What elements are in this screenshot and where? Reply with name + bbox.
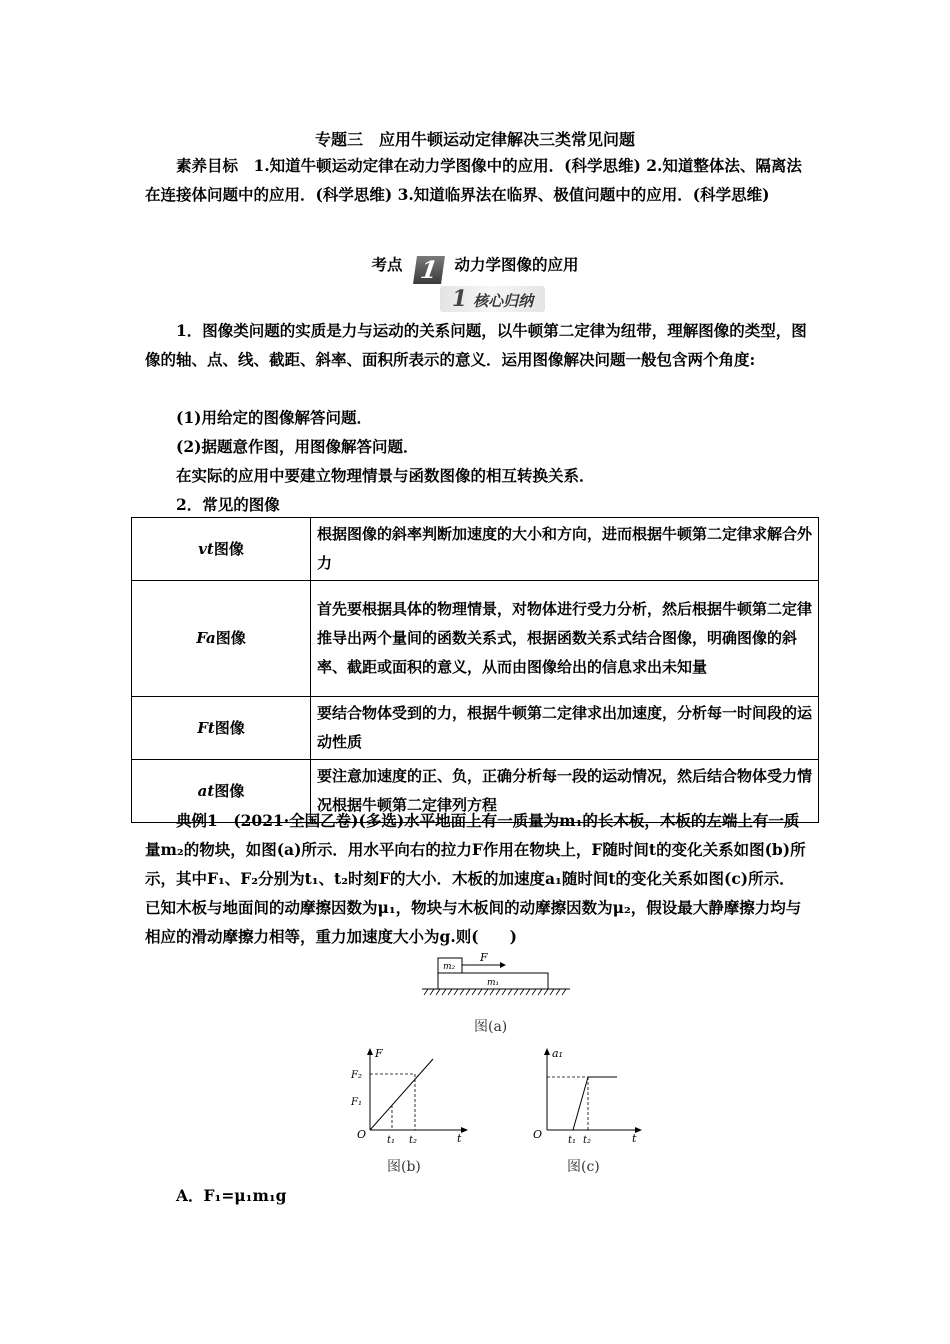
figure-b-caption: 图(b) bbox=[387, 1159, 421, 1175]
paragraph-4: 在实际的应用中要建立物理情景与函数图像的相互转换关系． bbox=[176, 466, 595, 485]
x-axis-label: t bbox=[632, 1132, 637, 1145]
figure-c bbox=[525, 1045, 655, 1145]
y-axis-arrow bbox=[367, 1048, 373, 1055]
table-row bbox=[132, 581, 819, 697]
example-1 bbox=[145, 806, 810, 951]
x-axis-arrow bbox=[461, 1127, 468, 1133]
figure-c-caption: 图(c) bbox=[567, 1159, 600, 1175]
section-prefix: 考点 bbox=[371, 255, 403, 274]
origin-label: O bbox=[533, 1128, 543, 1141]
a1-ramp bbox=[573, 1077, 588, 1130]
x-tick-t2: t₂ bbox=[583, 1135, 592, 1145]
graph-types-table bbox=[131, 517, 819, 823]
example-text: (2021·全国乙卷)(多选)水平地面上有一质量为m₁的长木板，木板的左端上有一质量m₂的物块，如图(a)所示．用水平向右的拉力F作用在物块上，F随时间t的变化关系如图(b)所示，其中F₁、F₂分别为t₁、t₂时刻F的大小．木板的加速度a₁随时间t的变化关系如图(c)所示．已知木板与地面间的动摩擦因数为μ₁，物块与木板间的动摩擦因数为μ₂，假设最大静摩擦力均与相应的滑动摩擦力相等，重力加速度大小为g.则( ) bbox=[145, 811, 806, 946]
force-label: F bbox=[480, 952, 488, 964]
origin-label: O bbox=[357, 1128, 367, 1141]
y-axis-arrow bbox=[544, 1048, 550, 1055]
graph-description: 要注意加速度的正、负，正确分析每一段的运动情况，然后结合物体受力情况根据牛顿第二定律列方程 bbox=[311, 760, 819, 823]
paragraph-1: 1．图像类问题的实质是力与运动的关系问题，以牛顿第二定律为纽带，理解图像的类型，图像的轴、点、线、截距、斜率、面积所表示的意义．运用图像解决问题一般包含两个角度: bbox=[145, 321, 807, 369]
example-label: 典例1 bbox=[176, 811, 218, 830]
x-tick-t2: t₂ bbox=[409, 1135, 418, 1145]
core-summary-banner bbox=[440, 286, 545, 312]
learning-goals: 素养目标 1.知道牛顿运动定律在动力学图像中的应用．(科学思维) 2.知道整体法、隔离法在连接体问题中的应用．(科学思维) 3.知道临界法在临界、极值问题中的应用．(科学思维) bbox=[145, 156, 802, 204]
graph-kind: Fa图像 bbox=[132, 581, 311, 697]
graph-kind: vt图像 bbox=[132, 518, 311, 581]
y-axis-label: F bbox=[375, 1047, 383, 1060]
section-heading bbox=[0, 253, 950, 284]
x-axis-label: t bbox=[457, 1132, 462, 1145]
y-tick-f1: F₁ bbox=[351, 1097, 362, 1108]
ground-hatch bbox=[424, 989, 566, 995]
block-m2-label: m₂ bbox=[443, 962, 456, 972]
x-tick-t1: t₁ bbox=[568, 1135, 577, 1145]
force-arrowhead bbox=[500, 962, 506, 968]
graph-description: 根据图像的斜率判断加速度的大小和方向，进而根据牛顿第二定律求解合外力 bbox=[311, 518, 819, 581]
board-m1-label: m₁ bbox=[487, 978, 500, 988]
table-row bbox=[132, 518, 819, 581]
paragraph-5: 2．常见的图像 bbox=[176, 495, 280, 514]
banner-text: 核心归纳 bbox=[473, 292, 534, 310]
y-axis-label: a₁ bbox=[552, 1047, 563, 1060]
paragraph-2: (1)用给定的图像解答问题． bbox=[176, 408, 372, 427]
graph-description: 首先要根据具体的物理情景，对物体进行受力分析，然后根据牛顿第二定律推导出两个量间的函数关系式，根据函数关系式结合图像，明确图像的斜率、截距或面积的意义，从而由图像给出的信息求出未知量 bbox=[311, 581, 819, 697]
option-a: A．F₁=μ₁m₁g bbox=[176, 1186, 287, 1205]
paragraph-3: (2)据题意作图，用图像解答问题． bbox=[176, 437, 419, 456]
table-row bbox=[132, 697, 819, 760]
x-tick-t1: t₁ bbox=[387, 1135, 396, 1145]
f-line bbox=[370, 1059, 433, 1130]
figure-a bbox=[420, 952, 572, 998]
graph-kind: Ft图像 bbox=[132, 697, 311, 760]
figure-a-caption: 图(a) bbox=[474, 1019, 508, 1035]
page-title: 专题三 应用牛顿运动定律解决三类常见问题 bbox=[314, 130, 635, 149]
section-number-badge: 1 bbox=[413, 256, 445, 284]
section-title: 动力学图像的应用 bbox=[454, 255, 579, 274]
banner-number: 1 bbox=[451, 286, 468, 312]
figure-b bbox=[345, 1045, 475, 1145]
graph-description: 要结合物体受到的力，根据牛顿第二定律求出加速度，分析每一时间段的运动性质 bbox=[311, 697, 819, 760]
graph-kind: at图像 bbox=[132, 760, 311, 823]
y-tick-f2: F₂ bbox=[351, 1070, 362, 1081]
